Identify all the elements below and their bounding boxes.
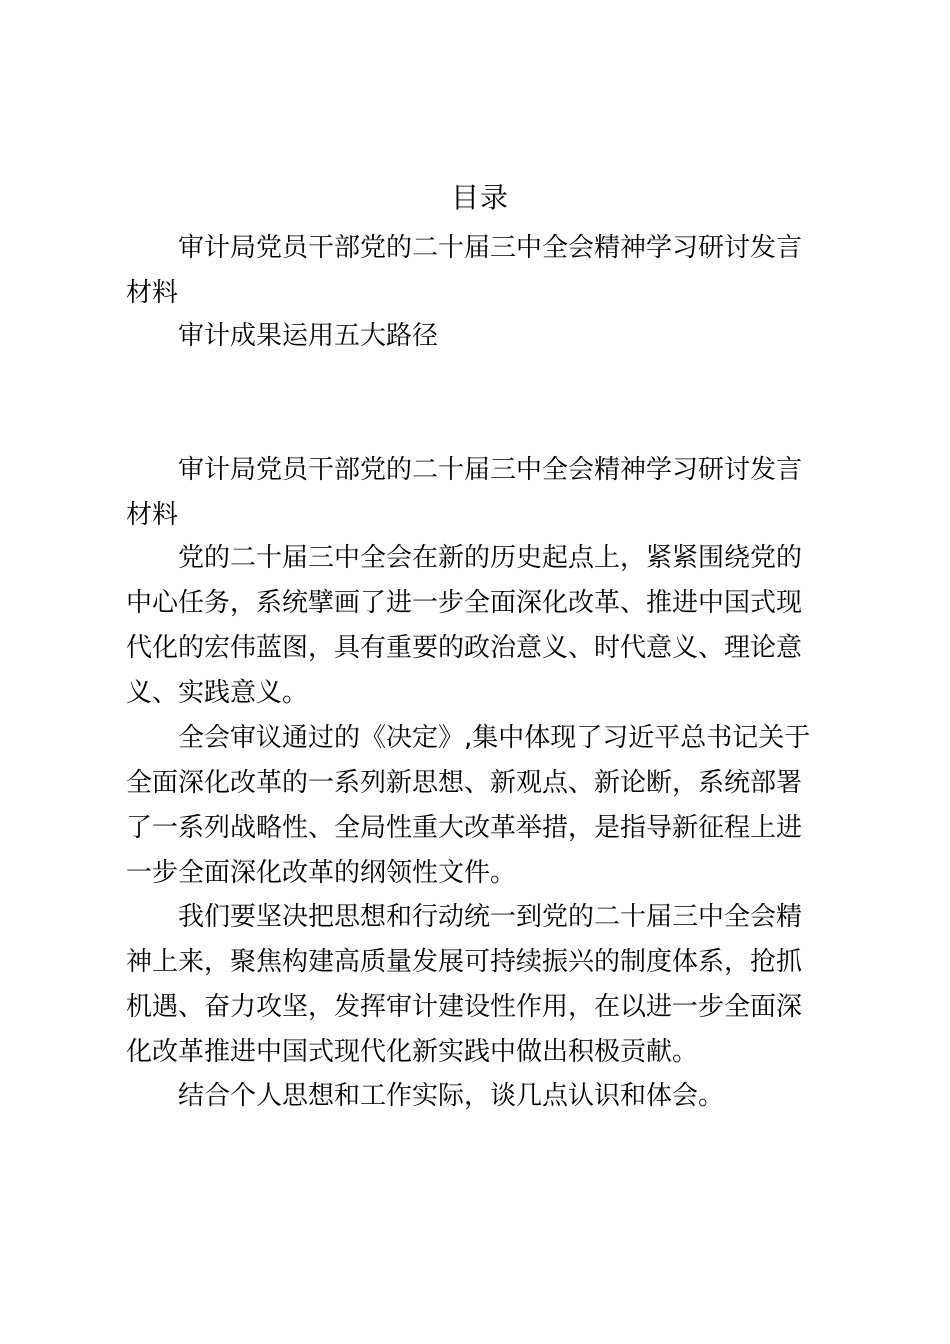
toc-item-audit-paths: 审计成果运用五大路径	[178, 321, 439, 351]
paragraph: 我们要坚决把思想和行动统一到党的二十届三中全会精神上来，聚焦构建高质量发展可持续振兴的制度体系，抢抓机遇、奋力攻坚，发挥审计建设性作用，在以进一步全面深化改革推进中国式现代化新实践中做出积极贡献。	[126, 902, 803, 1067]
paragraph: 党的二十届三中全会在新的历史起点上，紧紧围绕党的中心任务，系统擘画了进一步全面深化改革、推进中国式现代化的宏伟蓝图，具有重要的政治意义、时代意义、理论意义、实践意义。	[126, 543, 803, 708]
paragraph: 结合个人思想和工作实际，谈几点认识和体会。	[178, 1081, 725, 1111]
article-heading: 审计局党员干部党的二十届三中全会精神学习研讨发言材料	[126, 455, 803, 530]
toc-title: 目录	[450, 181, 509, 214]
paragraph: 全会审议通过的《决定》,集中体现了习近平总书记关于全面深化改革的一系列新思想、新观点、新论断，系统部署了一系列战略性、全局性重大改革举措，是指导新征程上进一步全面深化改革的纲领性文件。	[126, 723, 811, 888]
toc-item-speech: 审计局党员干部党的二十届三中全会精神学习研讨发言材料	[126, 233, 803, 308]
